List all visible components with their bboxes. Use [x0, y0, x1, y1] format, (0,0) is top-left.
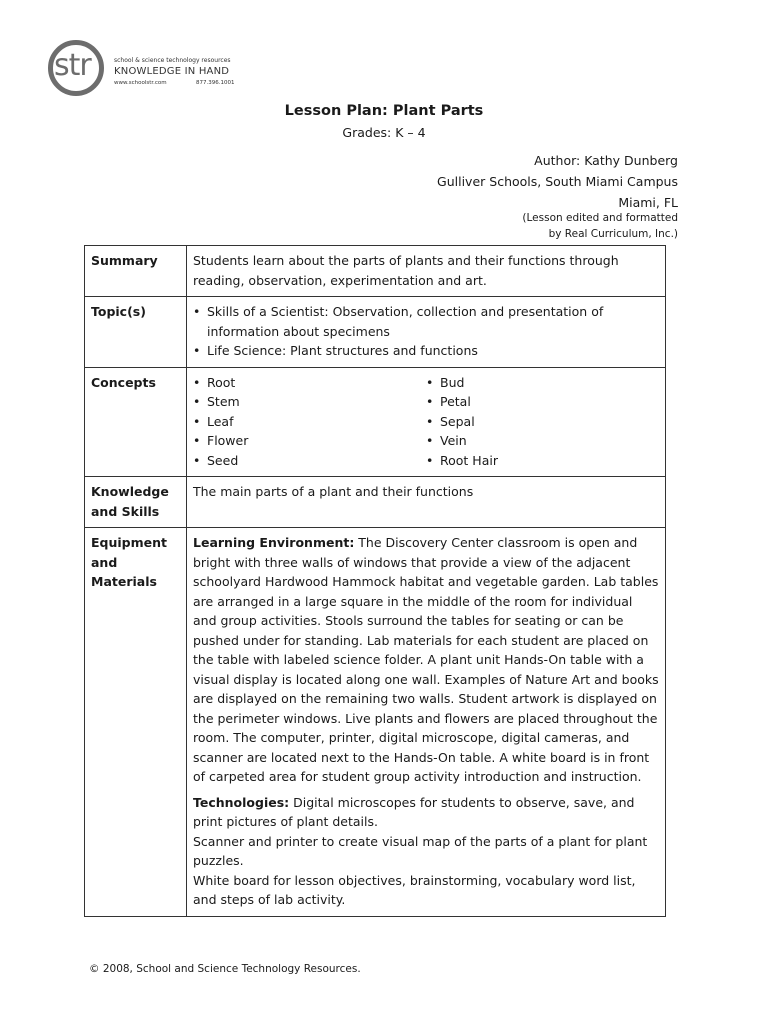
- bullet-icon: •: [193, 452, 201, 468]
- table-row-topics: [85, 297, 666, 368]
- technologies-text: Digital microscopes for students to observe, save, and print pictures of plant details.: [193, 794, 635, 829]
- author-name: Author: Kathy Dunberg: [534, 153, 678, 168]
- summary-text: Students learn about the parts of plants and their functions through reading, observation, experimentation and art.: [187, 246, 666, 297]
- list-item: [193, 373, 426, 393]
- concept-text: Petal: [440, 394, 471, 409]
- table-row-concepts: [85, 367, 666, 477]
- document-title: Lesson Plan: Plant Parts: [284, 103, 484, 119]
- concept-text: Leaf: [207, 413, 234, 429]
- bullet-icon: •: [193, 413, 201, 429]
- bullet-icon: •: [193, 394, 201, 409]
- concept-text: Bud: [440, 374, 465, 390]
- bullet-icon: •: [193, 343, 201, 358]
- concept-text: Vein: [440, 433, 467, 448]
- bullet-icon: •: [193, 374, 201, 390]
- row-label-line: Equipment: [91, 535, 167, 550]
- list-item: [193, 451, 426, 471]
- technologies-line: Scanner and printer to create visual map of the parts of a plant for plant puzzles.: [193, 833, 648, 868]
- list-item: [193, 302, 659, 341]
- learning-environment-paragraph: [193, 533, 659, 787]
- author-block: [437, 150, 678, 213]
- concept-text: Sepal: [440, 413, 475, 429]
- list-item: [426, 373, 659, 393]
- bullet-icon: •: [193, 433, 201, 448]
- copyright-footer: © 2008, School and Science Technology Resources.: [89, 963, 361, 975]
- topic-text: Skills of a Scientist: Observation, collection and presentation of information about specimens: [207, 304, 604, 339]
- list-item: [193, 341, 659, 361]
- logo-name: KNOWLEDGE IN HAND: [114, 66, 230, 77]
- logo-url: www.schoolstr.com: [114, 80, 167, 86]
- list-item: [193, 392, 426, 412]
- table-row-knowledge: [85, 477, 666, 528]
- edit-note-line: (Lesson edited and formatted: [522, 212, 678, 224]
- author-location: Miami, FL: [618, 195, 678, 210]
- concept-text: Seed: [207, 452, 239, 468]
- logo-phone: 877.396.1001: [196, 80, 235, 86]
- list-item: [426, 431, 659, 451]
- topic-text: Life Science: Plant structures and functions: [207, 343, 478, 358]
- edit-note: [522, 210, 678, 242]
- logo-mark: str: [54, 48, 91, 83]
- table-row-equipment: [85, 528, 666, 917]
- concepts-right-list: [426, 373, 659, 471]
- learning-environment-label: Learning Environment:: [193, 535, 355, 550]
- row-label-line: Knowledge: [91, 484, 169, 499]
- list-item: [426, 451, 659, 471]
- grades-line: Grades: K – 4: [342, 125, 426, 140]
- logo-tagline: school & science technology resources: [114, 57, 231, 64]
- bullet-icon: •: [426, 394, 434, 409]
- bullet-icon: •: [193, 304, 201, 319]
- technologies-paragraph: [193, 793, 659, 910]
- row-label: [85, 477, 187, 528]
- list-item: [426, 412, 659, 432]
- bullet-icon: •: [426, 374, 434, 390]
- bullet-icon: •: [426, 413, 434, 429]
- row-label: [85, 528, 187, 917]
- technologies-line: White board for lesson objectives, brainstorming, vocabulary word list, and steps of lab activity.: [193, 872, 636, 907]
- row-label-line: and Materials: [91, 554, 157, 589]
- list-item: [426, 392, 659, 412]
- row-label-line: and Skills: [91, 503, 160, 519]
- concepts-left-list: [193, 373, 426, 471]
- concept-text: Root Hair: [440, 452, 498, 468]
- row-label: Topic(s): [85, 297, 187, 368]
- bullet-icon: •: [426, 452, 434, 468]
- concept-text: Stem: [207, 394, 240, 409]
- concept-text: Flower: [207, 433, 249, 448]
- learning-environment-text: The Discovery Center classroom is open and bright with three walls of windows that provide a view of the adjacent schoolyard Hardwood Hammock habitat and vegetable garden. Lab tables are arranged in a large square in the middle of the room for individual and group activities. Stools surround the tables for seating or can be pushed under for standing. Lab materials for each student are placed on the table with labeled science folder. A plant unit Hands-On table with a visual display is located along one wall. Examples of Nature Art and books are displayed on the remaining two walls. Student artwork is displayed on the perimeter windows. Live plants and flowers are placed throughout the room. The computer, printer, digital microscope, digital cameras, and scanner are located next to the Hands-On table. A white board is in front of carpeted area for student group activity introduction and instruction.: [193, 535, 659, 784]
- row-label: Summary: [85, 246, 187, 297]
- list-item: [193, 412, 426, 432]
- lesson-plan-table: [84, 245, 666, 917]
- author-school: Gulliver Schools, South Miami Campus: [437, 174, 678, 189]
- str-logo: [48, 40, 238, 104]
- list-item: [193, 431, 426, 451]
- edit-note-line: by Real Curriculum, Inc.): [548, 228, 678, 240]
- topics-list: [193, 302, 659, 361]
- technologies-label: Technologies:: [193, 794, 290, 810]
- knowledge-text: The main parts of a plant and their functions: [187, 477, 666, 528]
- row-label: Concepts: [85, 367, 187, 477]
- table-row-summary: [85, 246, 666, 297]
- concept-text: Root: [207, 374, 236, 390]
- bullet-icon: •: [426, 433, 434, 448]
- concepts-columns: [193, 373, 659, 471]
